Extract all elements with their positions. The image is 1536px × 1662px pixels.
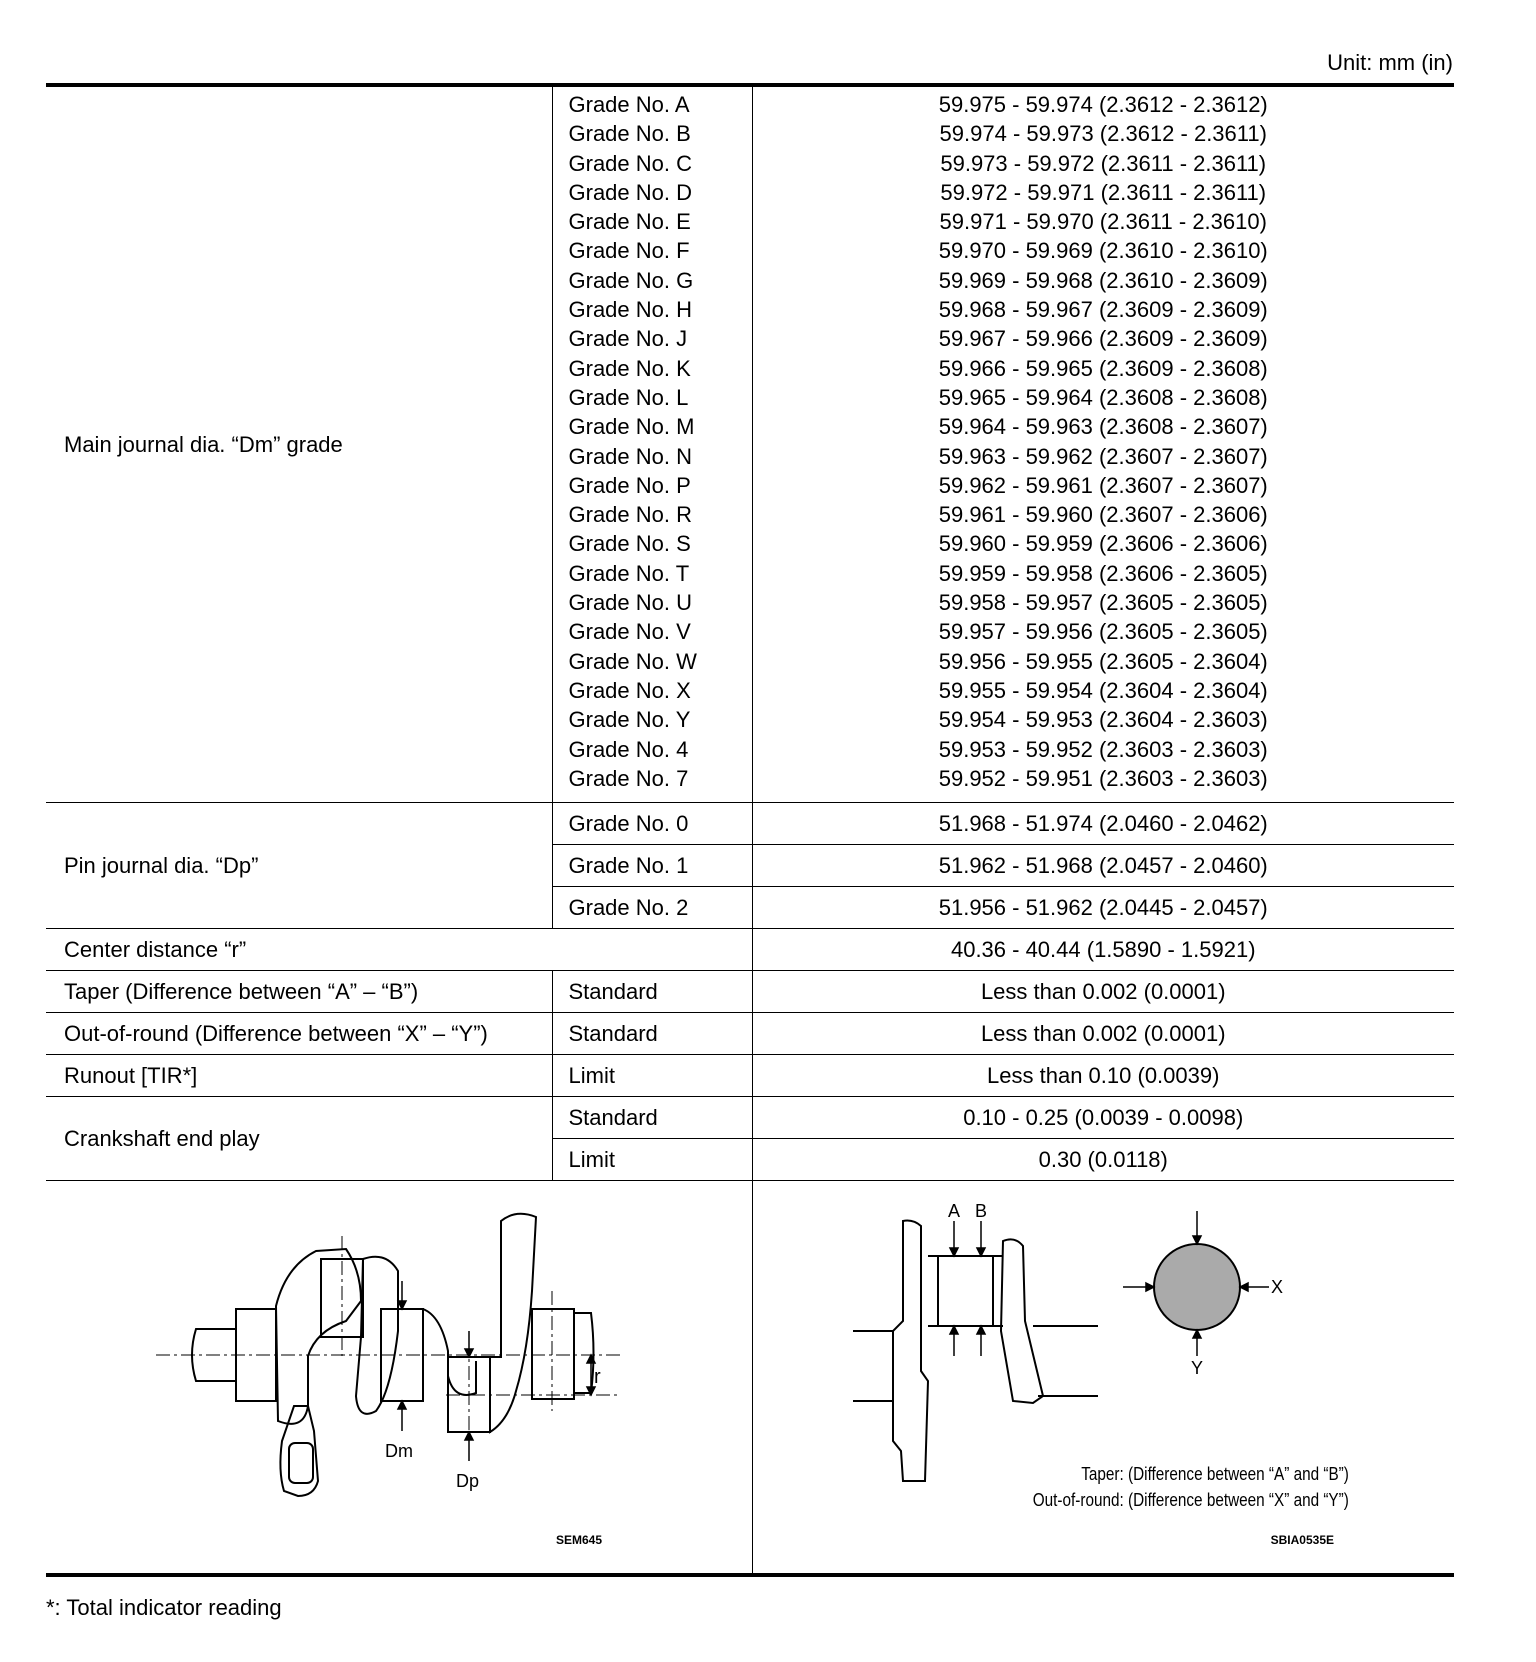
- main-journal-grade: Grade No. X: [568, 677, 691, 703]
- taper-row: [46, 971, 1454, 1013]
- main-journal-value: 59.963 - 59.962 (2.3607 - 2.3607): [938, 443, 1268, 469]
- main-journal-grade: Grade No. F: [568, 238, 690, 264]
- main-journal-grade: Grade No. M: [568, 414, 695, 440]
- pin-journal-row: [46, 803, 1454, 845]
- end-play-limit-value: 0.30 (0.0118): [752, 1139, 1454, 1181]
- caption-out-of-round: Out-of-round: (Difference between “X” and “Y”): [1032, 1490, 1349, 1511]
- main-journal-value: 59.965 - 59.964 (2.3608 - 2.3608): [938, 384, 1268, 410]
- main-journal-grade: Grade No. N: [568, 443, 692, 469]
- center-distance-label: Center distance “r”: [46, 929, 752, 971]
- taper-value: Less than 0.002 (0.0001): [752, 971, 1454, 1013]
- crank-web: [893, 1221, 928, 1481]
- main-journal-value: 59.961 - 59.960 (2.3607 - 2.3606): [938, 502, 1268, 528]
- runout-value: Less than 0.10 (0.0039): [752, 1055, 1454, 1097]
- main-journal-value: 59.967 - 59.966 (2.3609 - 2.3609): [938, 326, 1268, 352]
- main-journal-grade: Grade No. 4: [568, 736, 689, 762]
- journal-cross-section: [1154, 1244, 1240, 1330]
- footnote: *: Total indicator reading: [46, 1595, 282, 1620]
- unit-label: Unit: mm (in): [1327, 50, 1453, 75]
- main-journal-grade: Grade No. Y: [568, 707, 691, 733]
- end-play-row: [46, 1097, 1454, 1139]
- pin-grade-1: Grade No. 1: [552, 845, 752, 887]
- arrowhead: [977, 1326, 985, 1334]
- main-journal-grade: Grade No. E: [568, 209, 691, 235]
- out-of-round-row: [46, 1013, 1454, 1055]
- arrowhead: [1193, 1236, 1201, 1244]
- arrowhead: [465, 1432, 473, 1440]
- arrowhead: [1193, 1330, 1201, 1338]
- main-journal-value: 59.956 - 59.955 (2.3605 - 2.3604): [938, 648, 1268, 674]
- pin-value-0: 51.968 - 51.974 (2.0460 - 2.0462): [752, 803, 1454, 845]
- main-journal-grade: Grade No. K: [568, 355, 691, 381]
- center-distance-value: 40.36 - 40.44 (1.5890 - 1.5921): [752, 929, 1454, 971]
- runout-label: Runout [TIR*]: [46, 1055, 552, 1097]
- main-journal-label: Main journal dia. “Dm” grade: [46, 85, 552, 803]
- main-journal-value: 59.955 - 59.954 (2.3604 - 2.3604): [938, 677, 1268, 703]
- main-journal-value: 59.975 - 59.974 (2.3612 - 2.3612): [938, 92, 1268, 117]
- main-journal-value: 59.957 - 59.956 (2.3605 - 2.3605): [938, 619, 1268, 645]
- pin-value-2: 51.956 - 51.962 (2.0445 - 2.0457): [752, 887, 1454, 929]
- main-journal-value: 59.960 - 59.959 (2.3606 - 2.3606): [938, 531, 1268, 557]
- y-label: Y: [1191, 1358, 1204, 1379]
- main-journal-value: 59.969 - 59.968 (2.3610 - 2.3609): [938, 267, 1268, 293]
- end-play-limit-type: Limit: [552, 1139, 752, 1181]
- main-journal-grade: Grade No. B: [568, 121, 691, 147]
- main-journal-value: 59.971 - 59.970 (2.3611 - 2.3610): [939, 209, 1267, 235]
- spec-table: [46, 83, 1454, 1181]
- taper-type: Standard: [552, 971, 752, 1013]
- caption-taper: Taper: (Difference between “A” and “B”): [1081, 1464, 1349, 1485]
- main-journal-grade: Grade No. 7: [568, 765, 689, 791]
- figure-code-right: SBIA0535E: [1270, 1533, 1334, 1548]
- main-journal-grade: Grade No. V: [568, 619, 691, 645]
- main-journal-row: [46, 85, 1454, 803]
- pin-journal-label: Pin journal dia. “Dp”: [46, 803, 552, 929]
- taper-label: Taper (Difference between “A” – “B”): [46, 971, 552, 1013]
- center-distance-row: [46, 929, 1454, 971]
- main-journal-grade: Grade No. C: [568, 150, 692, 176]
- crankshaft-drawing: [46, 1181, 752, 1573]
- main-journal-grade: Grade No. R: [568, 502, 692, 528]
- figure-code-left: SEM645: [556, 1533, 603, 1548]
- arrowhead: [950, 1248, 958, 1256]
- main-journal-value: 59.962 - 59.961 (2.3607 - 2.3607): [938, 472, 1268, 498]
- arrowhead: [1240, 1283, 1248, 1291]
- main-journal-value: 59.953 - 59.952 (2.3603 - 2.3603): [938, 736, 1268, 762]
- out-of-round-value: Less than 0.002 (0.0001): [752, 1013, 1454, 1055]
- dp-label: Dp: [456, 1471, 480, 1492]
- arrowhead: [950, 1326, 958, 1334]
- main-journal-value: 59.959 - 59.958 (2.3606 - 2.3605): [938, 560, 1268, 586]
- main-journal-value: 59.970 - 59.969 (2.3610 - 2.3610): [938, 238, 1268, 264]
- pin-grade-0: Grade No. 0: [552, 803, 752, 845]
- out-of-round-label: Out-of-round (Difference between “X” – “Y”): [46, 1013, 552, 1055]
- main-journal-grade: Grade No. H: [568, 297, 692, 323]
- main-journal-value: 59.974 - 59.973 (2.3612 - 2.3611): [939, 121, 1267, 147]
- a-label: A: [948, 1201, 961, 1222]
- figure-row: [46, 1181, 1454, 1577]
- main-journal-value-list: [753, 87, 1455, 802]
- x-label: X: [1271, 1277, 1284, 1298]
- main-journal-grade: Grade No. U: [568, 590, 692, 616]
- runout-type: Limit: [552, 1055, 752, 1097]
- taper-out-of-round-figure: [752, 1181, 1454, 1573]
- crank-web: [1001, 1239, 1043, 1403]
- main-journal-grade: Grade No. L: [568, 384, 689, 410]
- main-journal-grade: Grade No. W: [568, 648, 697, 674]
- crankshaft-spec-sheet: [46, 83, 1454, 1577]
- main-journal-grade-list: [569, 87, 752, 802]
- counterweight-pad: [289, 1443, 313, 1483]
- main-journal-grade: Grade No. A: [568, 92, 690, 117]
- main-journal-value: 59.954 - 59.953 (2.3604 - 2.3603): [938, 707, 1268, 733]
- dm-label: Dm: [385, 1441, 413, 1462]
- main-journal-grade: Grade No. S: [568, 531, 691, 557]
- main-journal-value: 59.952 - 59.951 (2.3603 - 2.3603): [938, 765, 1268, 791]
- r-label: r: [594, 1366, 601, 1389]
- main-journal-grade: Grade No. J: [568, 326, 688, 352]
- main-journal-value: 59.973 - 59.972 (2.3611 - 2.3611): [940, 150, 1267, 176]
- pin-grade-2: Grade No. 2: [552, 887, 752, 929]
- main-journal-value: 59.958 - 59.957 (2.3605 - 2.3605): [938, 590, 1268, 616]
- arrowhead: [398, 1401, 406, 1409]
- journal-body: [938, 1256, 993, 1326]
- b-label: B: [975, 1201, 988, 1222]
- main-journal-value: 59.972 - 59.971 (2.3611 - 2.3611): [940, 179, 1267, 205]
- arrowhead: [398, 1301, 406, 1309]
- pin-value-1: 51.962 - 51.968 (2.0457 - 2.0460): [752, 845, 1454, 887]
- crank-web: [490, 1214, 536, 1432]
- main-journal-grade: Grade No. D: [568, 179, 692, 205]
- figure-caption: [1033, 1461, 1349, 1513]
- end-play-label: Crankshaft end play: [46, 1097, 552, 1181]
- journal-end: [532, 1309, 574, 1399]
- arrowhead: [1146, 1283, 1154, 1291]
- taper-drawing: [753, 1181, 1453, 1573]
- end-play-standard-type: Standard: [552, 1097, 752, 1139]
- arrowhead: [977, 1248, 985, 1256]
- main-journal-value: 59.966 - 59.965 (2.3609 - 2.3608): [938, 355, 1268, 381]
- crankshaft-figure: [46, 1181, 752, 1573]
- arrowhead: [465, 1349, 473, 1357]
- end-play-standard-value: 0.10 - 0.25 (0.0039 - 0.0098): [752, 1097, 1454, 1139]
- runout-row: [46, 1055, 1454, 1097]
- main-journal-value: 59.968 - 59.967 (2.3609 - 2.3609): [938, 297, 1268, 323]
- main-journal-grade: Grade No. G: [568, 267, 694, 293]
- main-journal-value: 59.964 - 59.963 (2.3608 - 2.3607): [938, 414, 1268, 440]
- main-journal-grade: Grade No. P: [568, 472, 691, 498]
- out-of-round-type: Standard: [552, 1013, 752, 1055]
- main-journal-grade: Grade No. T: [568, 560, 690, 586]
